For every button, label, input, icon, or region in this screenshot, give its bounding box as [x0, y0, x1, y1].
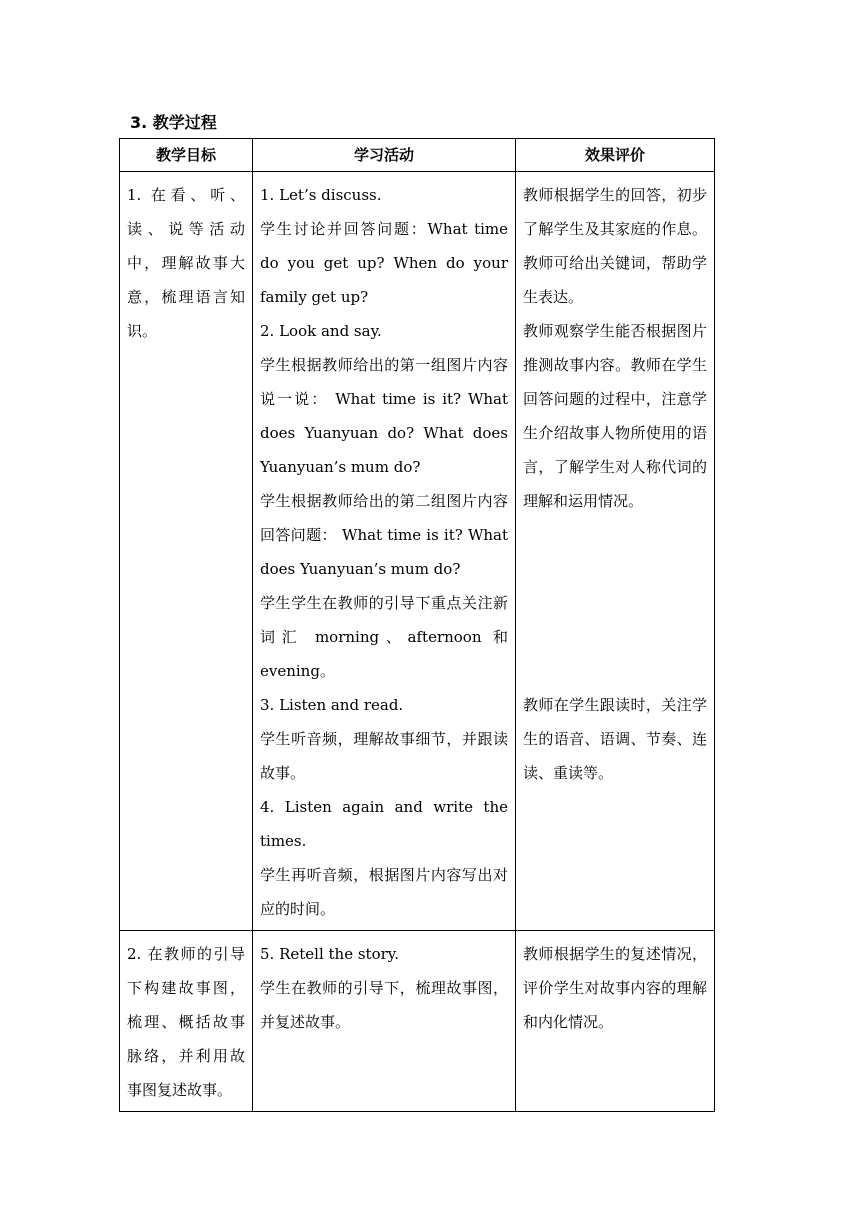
activity-item: 学生学生在教师的引导下重点关注新词汇 morning、afternoon 和 evening。	[260, 594, 508, 680]
table-header-row	[120, 139, 715, 172]
teaching-process-table	[119, 138, 715, 1112]
activity-item: 学生根据教师给出的第二组图片内容回答问题： What time is it? What does Yuanyuan’s mum do?	[260, 492, 508, 578]
evaluation-item: 教师根据学生的回答，初步了解学生及其家庭的作息。教师可给出关键词，帮助学生表达。	[523, 186, 707, 306]
activities-cell	[253, 931, 516, 1112]
activity-item: 1. Let’s discuss.	[260, 186, 382, 204]
header-goal: 教学目标	[120, 139, 253, 172]
activity-item: 学生讨论并回答问题：What time do you get up? When do your family get up?	[260, 220, 508, 306]
evaluation-spacer	[523, 518, 707, 688]
activity-item: 5. Retell the story.	[260, 945, 400, 963]
evaluation-cell	[516, 172, 715, 931]
activity-item: 4. Listen again and write the times.	[260, 798, 508, 850]
header-activities: 学习活动	[253, 139, 516, 172]
evaluation-item: 教师观察学生能否根据图片推测故事内容。教师在学生回答问题的过程中，注意学生介绍故事人物所使用的语言，了解学生对人称代词的理解和运用情况。	[523, 322, 707, 510]
section-title: 3. 教学过程	[130, 113, 217, 132]
table-row	[120, 172, 715, 931]
activity-item: 2. Look and say.	[260, 322, 382, 340]
goal-cell	[120, 931, 253, 1112]
activities-cell	[253, 172, 516, 931]
table-row	[120, 931, 715, 1112]
goal-cell	[120, 172, 253, 931]
goal-text: 2. 在教师的引导下构建故事图，梳理、概括故事脉络，并利用故事图复述故事。	[127, 945, 245, 1099]
evaluation-item: 教师根据学生的复述情况，评价学生对故事内容的理解和内化情况。	[523, 945, 707, 1031]
evaluation-cell	[516, 931, 715, 1112]
header-evaluation: 效果评价	[516, 139, 715, 172]
activity-item: 3. Listen and read.	[260, 696, 404, 714]
goal-text: 1. 在看、听、读、说等活动中，理解故事大意，梳理语言知识。	[127, 186, 245, 340]
activity-item: 学生在教师的引导下，梳理故事图，并复述故事。	[260, 979, 508, 1031]
evaluation-item: 教师在学生跟读时，关注学生的语音、语调、节奏、连读、重读等。	[523, 696, 707, 782]
activity-item: 学生再听音频，根据图片内容写出对应的时间。	[260, 866, 508, 918]
activity-item: 学生听音频，理解故事细节，并跟读故事。	[260, 730, 508, 782]
activity-item: 学生根据教师给出的第一组图片内容说一说： What time is it? What does Yuanyuan do? What does Yuanyuan’s mum do?	[260, 356, 508, 476]
